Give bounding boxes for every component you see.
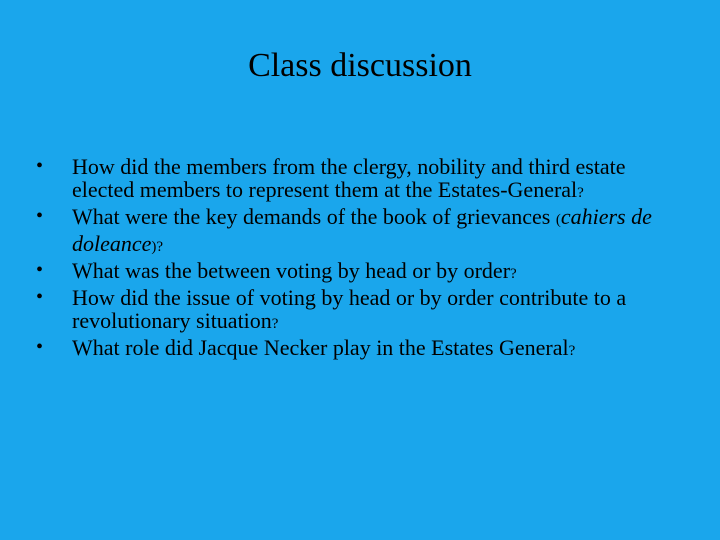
bullet-text: What role did Jacque Necker play in the Estates General	[72, 335, 569, 360]
question-mark: ?	[156, 239, 164, 255]
bullet-icon: •	[36, 336, 44, 358]
bullet-icon: •	[36, 205, 44, 227]
bullet-icon: •	[36, 155, 44, 177]
bullet-item-5	[36, 336, 686, 363]
bullet-list	[36, 155, 686, 363]
question-mark: ?	[568, 343, 576, 359]
bullet-text: How did the members from the clergy, nobility and third estate elected members to represent them at the Estates-General	[72, 154, 626, 202]
bullet-item-1	[36, 155, 686, 205]
bullet-item-2	[36, 205, 686, 259]
paren-open: (	[555, 212, 561, 228]
cahiers-term: cahiers de doleance	[72, 204, 652, 256]
paren-close: )	[151, 239, 157, 255]
slide-title: Class discussion	[248, 47, 472, 84]
bullet-text: How did the issue of voting by head or by order contribute to a revolutionary situation	[72, 285, 627, 333]
bullet-icon: •	[36, 286, 44, 308]
question-mark: ?	[577, 185, 584, 201]
question-mark: ?	[271, 316, 279, 332]
question-mark: ?	[510, 266, 517, 282]
bullet-item-4	[36, 286, 686, 336]
bullet-item-3	[36, 259, 686, 286]
bullet-text: What was the between voting by head or by order	[72, 258, 511, 283]
bullet-text: What were the key demands of the book of grievances	[72, 204, 556, 229]
bullet-icon: •	[36, 259, 44, 281]
